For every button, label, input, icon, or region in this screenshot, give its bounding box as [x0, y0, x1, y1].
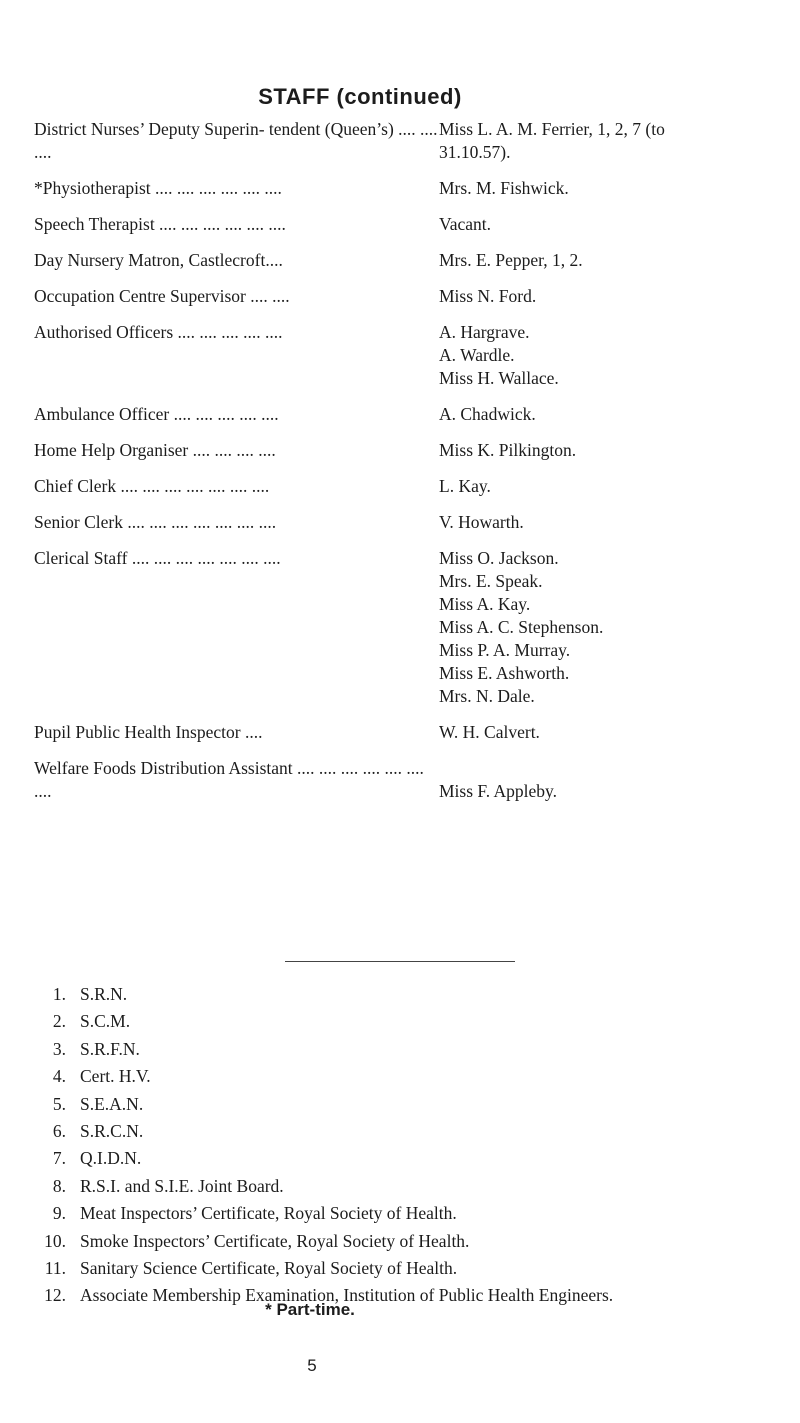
- footnote-number: 1.: [52, 984, 66, 1004]
- staff-row: [34, 118, 774, 164]
- part-time-note: * Part-time.: [265, 1300, 355, 1319]
- staff-names: [439, 118, 774, 164]
- staff-name: Vacant.: [439, 214, 491, 234]
- staff-name: Miss F. Appleby.: [439, 781, 558, 801]
- footnote-number: 6.: [52, 1120, 66, 1141]
- staff-row: [34, 511, 774, 534]
- staff-role: Ambulance Officer .... .... .... .... ....: [34, 404, 279, 424]
- page-number: 5: [307, 1356, 317, 1375]
- list-item: [36, 1064, 796, 1088]
- staff-name: Miss K. Pilkington.: [439, 440, 577, 460]
- staff-names: [439, 403, 774, 426]
- staff-role: Pupil Public Health Inspector ....: [34, 722, 263, 742]
- staff-role: Speech Therapist .... .... .... .... .... ....: [34, 214, 286, 234]
- staff-row: [34, 547, 774, 708]
- staff-name: Mrs. E. Speak.: [439, 571, 543, 591]
- staff-names: [439, 511, 774, 534]
- staff-role: Welfare Foods Distribution Assistant .... .... .... .... .... .... ....: [34, 758, 424, 801]
- staff-names: [439, 757, 774, 803]
- footnote-text: Cert. H.V.: [80, 1066, 151, 1087]
- footnote-text: Q.I.D.N.: [80, 1148, 142, 1169]
- staff-name: Miss L. A. M. Ferrier, 1, 2, 7 (to: [439, 119, 665, 139]
- staff-row: [34, 213, 774, 236]
- footnote-number: 12.: [44, 1285, 66, 1306]
- staff-role: Clerical Staff .... .... .... .... .... .... ....: [34, 548, 281, 568]
- staff-names: [439, 213, 774, 236]
- footnote-text: S.E.A.N.: [80, 1093, 144, 1114]
- staff-names: [439, 475, 774, 498]
- section-divider: [285, 961, 515, 962]
- staff-row: [34, 403, 774, 426]
- staff-name: W. H. Calvert.: [439, 722, 540, 742]
- footnote-text: Associate Membership Examination, Institution of Public Health Engineers.: [80, 1285, 614, 1306]
- footnote-text: R.S.I. and S.I.E. Joint Board.: [80, 1175, 284, 1196]
- staff-names: [439, 177, 774, 200]
- staff-names: [439, 321, 774, 390]
- footnote-text: Smoke Inspectors’ Certificate, Royal Society of Health.: [80, 1230, 470, 1251]
- footnote-number: 7.: [52, 1148, 66, 1169]
- list-item: [36, 1119, 796, 1143]
- staff-name: Miss O. Jackson.: [439, 548, 559, 568]
- staff-row: [34, 757, 774, 803]
- staff-row: [34, 475, 774, 498]
- footnote-text: S.R.N.: [80, 984, 128, 1004]
- footnote-text: S.C.M.: [80, 1011, 131, 1032]
- staff-name: L. Kay.: [439, 476, 491, 496]
- staff-name: Miss H. Wallace.: [439, 368, 559, 388]
- staff-role: Home Help Organiser .... .... .... ....: [34, 440, 276, 460]
- footnote-text: S.R.F.N.: [80, 1038, 140, 1059]
- staff-name: Miss N. Ford.: [439, 286, 537, 306]
- page-title: STAFF (continued): [258, 84, 462, 109]
- staff-row: [34, 321, 774, 390]
- list-item: [36, 1256, 796, 1280]
- list-item: [36, 1009, 796, 1033]
- list-item: [36, 1201, 796, 1225]
- staff-role: District Nurses’ Deputy Superin- tendent (Queen’s) .... .... ....: [34, 119, 438, 162]
- staff-role: Occupation Centre Supervisor .... ....: [34, 286, 290, 306]
- footnote-number: 5.: [52, 1093, 66, 1114]
- staff-names: [439, 285, 774, 308]
- qualifications-list: [36, 982, 796, 1311]
- staff-name: Mrs. E. Pepper, 1, 2.: [439, 250, 583, 270]
- footnote-number: 8.: [52, 1175, 66, 1196]
- staff-name: Miss A. C. Stephenson.: [439, 617, 604, 637]
- list-item: [36, 982, 796, 1006]
- staff-row: [34, 177, 774, 200]
- footnote-number: 9.: [52, 1203, 66, 1224]
- staff-role: Day Nursery Matron, Castlecroft....: [34, 250, 283, 270]
- staff-name: Mrs. M. Fishwick.: [439, 178, 569, 198]
- list-item: [36, 1037, 796, 1061]
- staff-name: A. Hargrave.: [439, 322, 530, 342]
- list-item: [36, 1174, 796, 1198]
- staff-name: A. Chadwick.: [439, 404, 536, 424]
- staff-names: [439, 547, 774, 708]
- footnote-text: Meat Inspectors’ Certificate, Royal Society of Health.: [80, 1203, 457, 1224]
- footnote-number: 10.: [44, 1230, 66, 1251]
- staff-name: 31.10.57).: [439, 142, 511, 162]
- staff-row: [34, 439, 774, 462]
- footnote-number: 11.: [44, 1257, 66, 1278]
- footnote-text: S.R.C.N.: [80, 1120, 144, 1141]
- footnote-number: 3.: [52, 1038, 66, 1059]
- staff-name: Miss A. Kay.: [439, 594, 531, 614]
- footnote-text: Sanitary Science Certificate, Royal Society of Health.: [80, 1257, 458, 1278]
- staff-name: Miss P. A. Murray.: [439, 640, 571, 660]
- footnote-number: 4.: [52, 1066, 66, 1087]
- staff-names: [439, 721, 774, 744]
- staff-name: Miss E. Ashworth.: [439, 663, 570, 683]
- staff-role: Chief Clerk .... .... .... .... .... .... ....: [34, 476, 270, 496]
- staff-names: [439, 439, 774, 462]
- list-item: [36, 1092, 796, 1116]
- staff-role: Senior Clerk .... .... .... .... .... .... ....: [34, 512, 277, 532]
- footnote-number: 2.: [52, 1011, 66, 1032]
- list-item: [36, 1146, 796, 1170]
- staff-name: A. Wardle.: [439, 345, 515, 365]
- staff-name: Mrs. N. Dale.: [439, 686, 535, 706]
- staff-list: [34, 118, 774, 816]
- staff-role: *Physiotherapist .... .... .... .... .... ....: [34, 178, 282, 198]
- staff-row: [34, 721, 774, 744]
- staff-role: Authorised Officers .... .... .... .... ....: [34, 322, 283, 342]
- staff-row: [34, 249, 774, 272]
- staff-name: V. Howarth.: [439, 512, 524, 532]
- staff-row: [34, 285, 774, 308]
- list-item: [36, 1229, 796, 1253]
- staff-names: [439, 249, 774, 272]
